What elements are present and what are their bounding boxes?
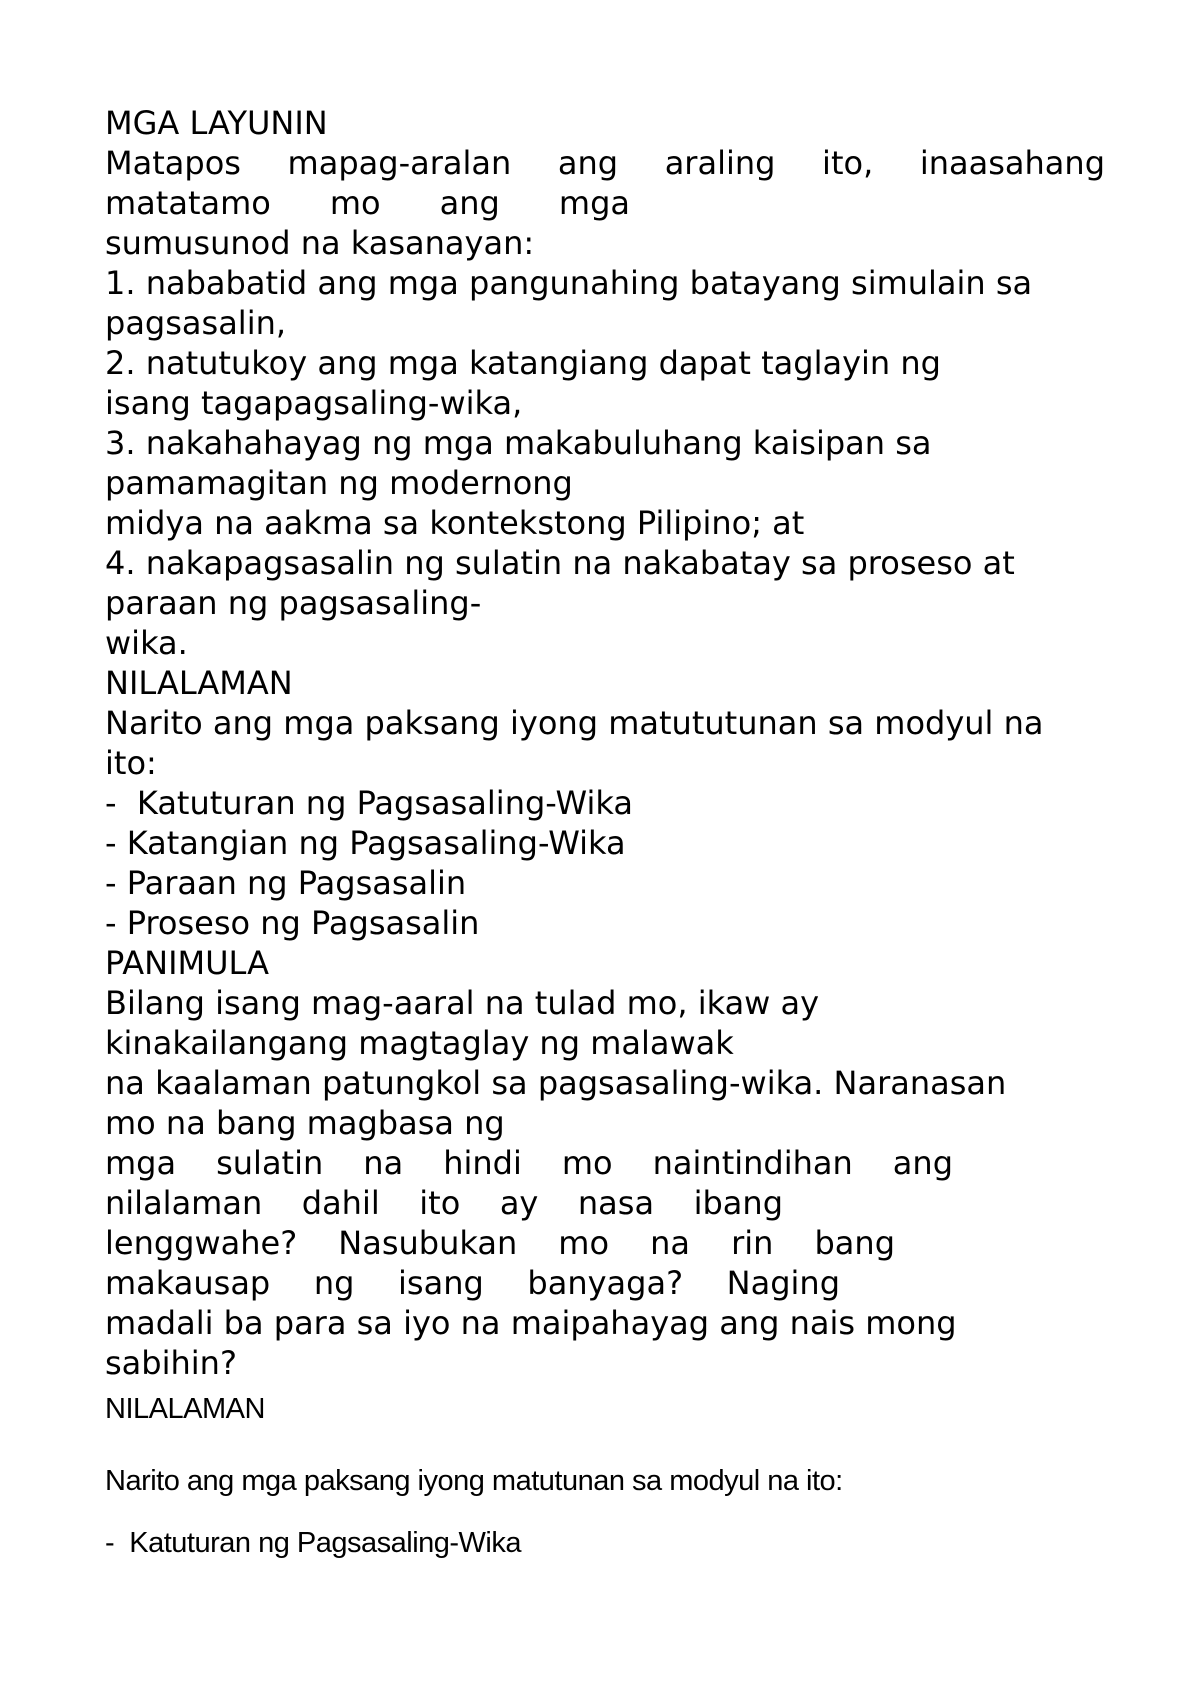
objective-item-3-cont: pamamagitan ng modernong [105,464,573,502]
panimula-line: nilalaman dahil ito ay nasa ibang [105,1184,783,1222]
objective-item-3: 3. nakahahayag ng mga makabuluhang kaisipan sa [105,424,932,462]
layunin-intro-line: Matapos mapag-aralan ang araling ito, inaasahang [105,144,1105,182]
objective-item-1-cont: pagsasalin, [105,304,287,342]
topic-list-item: - Katuturan ng Pagsasaling-Wika [105,1527,521,1559]
section-heading-layunin: MGA LAYUNIN [105,104,328,142]
panimula-line: lenggwahe? Nasubukan mo na rin bang [105,1224,895,1262]
panimula-line: Bilang isang mag-aaral na tulad mo, ikaw ay [105,984,820,1022]
section-heading-panimula: PANIMULA [105,944,269,982]
section-heading-nilalaman-repeat: NILALAMAN [105,1393,265,1425]
panimula-line: sabihin? [105,1344,237,1382]
pasted-content-block [105,1393,1105,1560]
topic-list-item: - Katangian ng Pagsasaling-Wika [105,824,626,862]
nilalaman-intro-line: ito: [105,744,157,782]
nilalaman-repeat-intro: Narito ang mga paksang iyong matutunan sa modyul na ito: [105,1465,843,1497]
topic-list-item: - Katuturan ng Pagsasaling-Wika [105,784,633,822]
objective-item-4-cont: wika. [105,624,188,662]
panimula-line: mo na bang magbasa ng [105,1104,505,1142]
topic-list-item: - Proseso ng Pagsasalin [105,904,480,942]
objective-item-2-cont: isang tagapagsaling-wika, [105,384,523,422]
layunin-intro-line: sumusunod na kasanayan: [105,224,535,262]
panimula-line: na kaalaman patungkol sa pagsasaling-wika. Naranasan [105,1064,1007,1102]
nilalaman-intro-line: Narito ang mga paksang iyong matututunan sa modyul na [105,704,1044,742]
panimula-line: kinakailangang magtaglay ng malawak [105,1024,734,1062]
objective-item-4-cont: paraan ng pagsasaling- [105,584,482,622]
panimula-line: mga sulatin na hindi mo naintindihan ang [105,1144,953,1182]
objective-item-1: 1. nababatid ang mga pangunahing batayang simulain sa [105,264,1033,302]
objective-item-3-cont: midya na aakma sa kontekstong Pilipino; at [105,504,805,542]
layunin-intro-line: matatamo mo ang mga [105,184,630,222]
panimula-line: makausap ng isang banyaga? Naging [105,1264,840,1302]
topic-list-item: - Paraan ng Pagsasalin [105,864,467,902]
objective-item-2: 2. natutukoy ang mga katangiang dapat taglayin ng [105,344,941,382]
document-body [105,103,1105,1383]
objective-item-4: 4. nakapagsasalin ng sulatin na nakabatay sa proseso at [105,544,1015,582]
section-heading-nilalaman: NILALAMAN [105,664,293,702]
panimula-line: madali ba para sa iyo na maipahayag ang nais mong [105,1304,957,1342]
